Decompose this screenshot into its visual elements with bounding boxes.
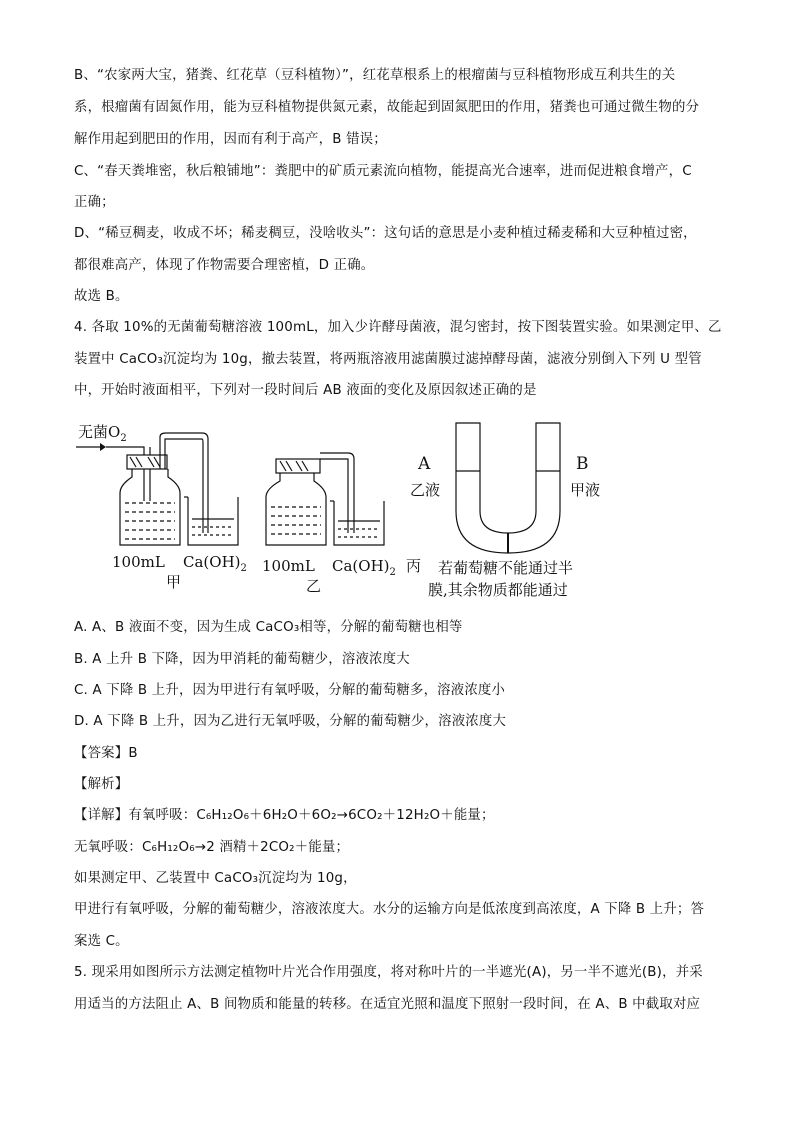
yi-beaker	[334, 501, 384, 545]
question-4-stem: 4. 各取 10%的无菌葡萄糖溶液 100mL，加入少许酵母菌液，混匀密封，按下图装置实验。如果测定甲、乙	[74, 320, 722, 335]
jia-volume-label: 100mL	[112, 553, 165, 571]
paragraph-line: 都很难高产，体现了作物需要合理密植，D 正确。	[74, 258, 375, 273]
arrow-head-icon	[100, 443, 106, 451]
yi-name-label: 乙	[306, 577, 322, 595]
explanation-line: 无氧呼吸：C₆H₁₂O₆→2 酒精＋2CO₂＋能量；	[74, 840, 350, 855]
apparatus-diagram	[70, 415, 630, 605]
u-left-liquid: 乙液	[410, 481, 441, 499]
u-right-liquid: 甲液	[570, 481, 601, 499]
jia-lime-label: $Ca(OH)_2$	[183, 553, 247, 574]
paragraph-line: C、“春天粪堆密，秋后粮铺地”：粪肥中的矿质元素流向植物，能提高光合速率，进而促进粮食增产，C	[74, 164, 692, 179]
yi-lime-label: $Ca(OH)_2$	[332, 557, 396, 578]
answer-line: 【答案】B	[74, 746, 138, 761]
explanation-line: 【详解】有氧呼吸：C₆H₁₂O₆＋6H₂O＋6O₂→6CO₂＋12H₂O＋能量；	[74, 808, 495, 823]
experiment-figure	[70, 415, 630, 605]
option-b: B. A 上升 B 下降，因为甲消耗的葡萄糖少，溶液浓度大	[74, 652, 410, 667]
outlet-tube	[160, 433, 208, 533]
paragraph-line: 正确；	[74, 195, 115, 210]
paragraph-line: 系，根瘤菌有固氮作用，能为豆科植物提供氮元素，故能起到固氮肥田的作用，猪粪也可通过微生物的分	[74, 100, 700, 115]
yi-volume-label: 100mL	[262, 557, 315, 575]
paragraph-line: B、“农家两大宝，猪粪、红花草（豆科植物）”，红花草根系上的根瘤菌与豆科植物形成互利共生的关	[74, 68, 676, 83]
u-right-letter: B	[576, 454, 589, 474]
jia-name-label: 甲	[166, 573, 182, 591]
yi-apparatus	[266, 453, 384, 545]
option-a: A. A、B 液面不变，因为生成 CaCO₃相等，分解的葡萄糖也相等	[74, 620, 463, 635]
option-d: D. A 下降 B 上升，因为乙进行无氧呼吸，分解的葡萄糖少，溶液浓度大	[74, 714, 507, 729]
jia-apparatus	[76, 433, 238, 545]
analysis-heading: 【解析】	[74, 777, 129, 792]
explanation-line: 如果测定甲、乙装置中 CaCO₃沉淀均为 10g，	[74, 871, 357, 886]
paragraph-line: 解作用起到肥田的作用，因而有利于高产，B 错误；	[74, 132, 387, 147]
question-4-stem: 装置中 CaCO₃沉淀均为 10g，撤去装置，将两瓶溶液用滤菌膜过滤掉酵母菌，滤液分别倒入下列 U 型管	[74, 352, 702, 367]
explanation-line: 案选 C。	[74, 934, 129, 949]
o2-label: 无菌$O_2$	[78, 423, 127, 444]
paragraph-line: D、“稀豆稠麦，收成不坏；稀麦稠豆，没啥收头”：这句话的意思是小麦种植过稀麦稀和大豆种植过密，	[74, 226, 697, 241]
u-note-line-1: 若葡萄糖不能通过半	[438, 559, 574, 577]
jia-beaker	[188, 497, 238, 545]
u-left-letter: A	[418, 454, 431, 474]
option-c: C. A 下降 B 上升，因为甲进行有氧呼吸，分解的葡萄糖多，溶液浓度小	[74, 683, 506, 698]
bing-name-label: 丙	[406, 557, 422, 575]
question-4-stem: 中，开始时液面相平，下列对一段时间后 AB 液面的变化及原因叙述正确的是	[74, 383, 537, 398]
u-note-line-2: 膜,其余物质都能通过	[428, 581, 568, 599]
question-5-stem: 用适当的方法阻止 A、B 间物质和能量的转移。在适宜光照和温度下照射一段时间，在 A、B 中截取对应	[74, 997, 701, 1012]
explanation-line: 甲进行有氧呼吸，分解的葡萄糖少，溶液浓度大。水分的运输方向是低浓度到高浓度，A 下降 B 上升；答	[74, 902, 705, 917]
question-5-stem: 5. 现采用如图所示方法测定植物叶片光合作用强度，将对称叶片的一半遮光(A)，另一半不遮光(B)，并采	[74, 965, 703, 980]
u-tube	[456, 423, 560, 553]
paragraph-line: 故选 B。	[74, 289, 129, 304]
